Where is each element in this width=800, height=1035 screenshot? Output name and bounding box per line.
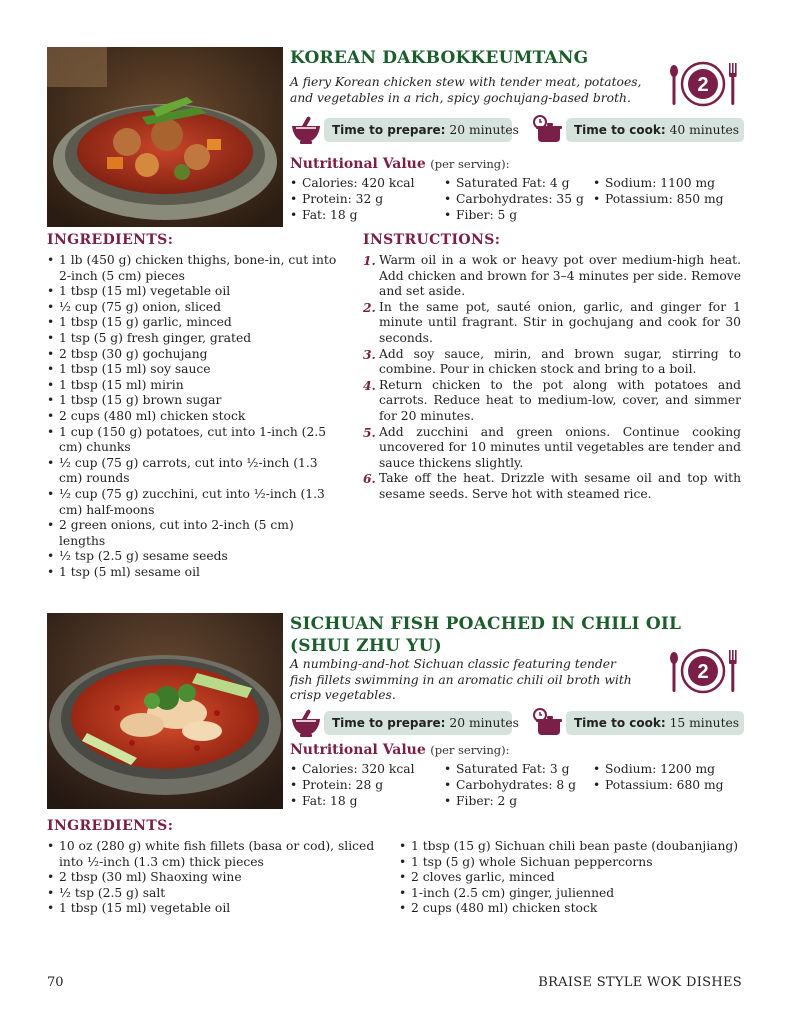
recipe-title-line-2: (SHUI ZHU YU): [290, 636, 442, 656]
nutrition-list-3: [593, 175, 724, 207]
cooking-pot-timer-icon: [532, 114, 564, 148]
recipe-description: A numbing-and-hot Sichuan classic featuring tender fish fillets swimming in an aromatic chili oil broth with crisp vegetables.: [290, 657, 632, 702]
ingredients-list-col2: [399, 839, 744, 917]
ingredient-item: • 10 oz (280 g) white fish fillets (basa or cod), sliced into ½-inch (1.3 cm) thick pieces: [47, 839, 377, 870]
step-number: 5.: [363, 424, 376, 440]
servings-badge: [669, 648, 741, 698]
ingredient-item: • ½ cup (75 g) onion, sliced: [47, 300, 343, 316]
section-title: BRAISE STYLE WOK DISHES: [538, 975, 742, 990]
ingredient-item: • 1 tbsp (15 g) Sichuan chili bean paste (doubanjiang): [399, 839, 744, 855]
nutrition-list-3: [593, 761, 724, 793]
recipe-title-line-1: SICHUAN FISH POACHED IN CHILI OIL: [290, 614, 682, 634]
nutrition-item: • Calories: 320 kcal: [290, 761, 415, 777]
nutrition-item: • Calories: 420 kcal: [290, 175, 415, 191]
recipe-title: KOREAN DAKBOKKEUMTANG: [290, 48, 589, 68]
prep-time-label: Time to prepare:: [332, 123, 446, 137]
cook-time-box: [566, 118, 744, 142]
nutrition-heading: [290, 155, 510, 173]
mortar-pestle-icon: [290, 707, 322, 741]
ingredient-item: • 2 cloves garlic, minced: [399, 870, 744, 886]
cook-time-value: 15 minutes: [669, 716, 740, 730]
ingredient-item: • 2 cups (480 ml) chicken stock: [399, 901, 744, 917]
recipe-card-2: [47, 613, 747, 933]
step-text: Add zucchini and green onions. Continue cooking uncovered for 10 minutes until vegetables are tender and sauce thickens slightly.: [379, 424, 741, 470]
ingredients-list-col1: [47, 839, 377, 917]
recipe-title: [290, 613, 681, 657]
nutrition-heading: [290, 741, 510, 759]
ingredient-item: • ½ tsp (2.5 g) salt: [47, 886, 377, 902]
nutrition-item: • Potassium: 680 mg: [593, 777, 724, 793]
ingredient-item: • 1-inch (2.5 cm) ginger, julienned: [399, 886, 744, 902]
prep-time-value: 20 minutes: [449, 123, 519, 137]
ingredient-item: • 2 cups (480 ml) chicken stock: [47, 409, 343, 425]
prep-time-label: Time to prepare:: [332, 716, 446, 730]
cook-time-value: 40 minutes: [669, 123, 740, 137]
ingredients-heading: INGREDIENTS:: [47, 232, 174, 248]
ingredient-item: • 1 lb (450 g) chicken thighs, bone-in, cut into 2-inch (5 cm) pieces: [47, 253, 343, 284]
ingredient-item: • 1 tbsp (15 ml) soy sauce: [47, 362, 343, 378]
prep-time-value: 20 minutes: [449, 716, 519, 730]
nutrition-item: • Saturated Fat: 4 g: [444, 175, 584, 191]
prep-time-box: [324, 118, 519, 142]
nutrition-label: Nutritional Value: [290, 156, 426, 172]
nutrition-list-1: [290, 175, 415, 223]
ingredient-item: • 1 tbsp (15 ml) vegetable oil: [47, 901, 377, 917]
nutrition-item: • Carbohydrates: 8 g: [444, 777, 576, 793]
nutrition-item: • Saturated Fat: 3 g: [444, 761, 576, 777]
time-row: [290, 707, 742, 737]
recipe-photo: [47, 47, 283, 227]
prep-time-box: [324, 711, 519, 735]
ingredient-item: • 1 tbsp (15 g) garlic, minced: [47, 315, 343, 331]
instructions-list: [363, 253, 741, 503]
step-number: 2.: [363, 299, 376, 315]
step-number: 3.: [363, 346, 376, 362]
nutrition-item: • Fiber: 5 g: [444, 207, 584, 223]
nutrition-item: • Protein: 28 g: [290, 777, 415, 793]
nutrition-note: (per serving):: [430, 157, 510, 171]
instructions-heading: INSTRUCTIONS:: [363, 232, 501, 248]
ingredient-item: • 2 tbsp (30 ml) Shaoxing wine: [47, 870, 377, 886]
ingredient-item: • 1 tsp (5 ml) sesame oil: [47, 565, 343, 581]
cook-time-label: Time to cook:: [574, 716, 666, 730]
cooking-pot-timer-icon: [532, 707, 564, 741]
step-text: In the same pot, sauté onion, garlic, and ginger for 1 minute until fragrant. Stir in gochujang and cook for 30 seconds.: [379, 299, 741, 345]
nutrition-note: (per serving):: [430, 743, 510, 757]
servings-number: 2: [697, 661, 709, 683]
nutrition-item: • Protein: 32 g: [290, 191, 415, 207]
nutrition-list-1: [290, 761, 415, 809]
instruction-step: [363, 471, 741, 502]
recipe-description: A fiery Korean chicken stew with tender meat, potatoes, and vegetables in a rich, spicy gochujang-based broth.: [290, 75, 642, 105]
nutrition-item: • Fiber: 2 g: [444, 793, 576, 809]
ingredients-list: [47, 253, 343, 580]
time-row: [290, 114, 742, 144]
nutrition-list-2: [444, 175, 584, 223]
ingredient-item: • ½ cup (75 g) zucchini, cut into ½-inch (1.3 cm) half-moons: [47, 487, 343, 518]
instruction-step: [363, 347, 741, 378]
step-text: Add soy sauce, mirin, and brown sugar, stirring to combine. Pour in chicken stock and bring to a boil.: [379, 346, 741, 377]
instruction-step: [363, 425, 741, 472]
ingredient-item: • 1 tbsp (15 ml) mirin: [47, 378, 343, 394]
ingredient-item: • 1 tsp (5 g) fresh ginger, grated: [47, 331, 343, 347]
recipe-card-1: [47, 47, 747, 577]
plate-fork-knife-icon: [669, 648, 741, 694]
ingredient-item: • 2 tbsp (30 g) gochujang: [47, 347, 343, 363]
nutrition-item: • Potassium: 850 mg: [593, 191, 724, 207]
instruction-step: [363, 300, 741, 347]
ingredient-item: • 2 green onions, cut into 2-inch (5 cm) lengths: [47, 518, 343, 549]
ingredient-item: • ½ tsp (2.5 g) sesame seeds: [47, 549, 343, 565]
nutrition-item: • Fat: 18 g: [290, 207, 415, 223]
cook-time-box: [566, 711, 744, 735]
ingredient-item: • 1 tbsp (15 ml) vegetable oil: [47, 284, 343, 300]
step-text: Take off the heat. Drizzle with sesame oil and top with sesame seeds. Serve hot with steamed rice.: [379, 471, 741, 501]
plate-fork-knife-icon: [669, 61, 741, 107]
nutrition-list-2: [444, 761, 576, 809]
cook-time-label: Time to cook:: [574, 123, 666, 137]
instruction-step: [363, 378, 741, 425]
nutrition-item: • Carbohydrates: 35 g: [444, 191, 584, 207]
ingredient-item: • 1 cup (150 g) potatoes, cut into 1-inch (2.5 cm) chunks: [47, 425, 343, 456]
servings-badge: [669, 61, 741, 111]
page-number: 70: [47, 975, 64, 990]
nutrition-item: • Sodium: 1100 mg: [593, 175, 724, 191]
servings-number: 2: [697, 74, 709, 96]
ingredient-item: • ½ cup (75 g) carrots, cut into ½-inch (1.3 cm) rounds: [47, 456, 343, 487]
ingredient-item: • 1 tsp (5 g) whole Sichuan peppercorns: [399, 855, 744, 871]
instruction-step: [363, 253, 741, 300]
nutrition-item: • Sodium: 1200 mg: [593, 761, 724, 777]
nutrition-item: • Fat: 18 g: [290, 793, 415, 809]
step-number: 4.: [363, 377, 376, 393]
ingredients-heading: INGREDIENTS:: [47, 818, 174, 834]
recipe-photo: [47, 613, 283, 809]
step-number: 1.: [363, 253, 376, 268]
ingredient-item: • 1 tbsp (15 g) brown sugar: [47, 393, 343, 409]
mortar-pestle-icon: [290, 114, 322, 148]
nutrition-label: Nutritional Value: [290, 742, 426, 758]
step-text: Warm oil in a wok or heavy pot over medium-high heat. Add chicken and brown for 3–4 minutes per side. Remove and set aside.: [379, 253, 741, 299]
step-number: 6.: [363, 471, 376, 487]
step-text: Return chicken to the pot along with potatoes and carrots. Reduce heat to medium-low, cover, and simmer for 20 minutes.: [379, 377, 741, 423]
